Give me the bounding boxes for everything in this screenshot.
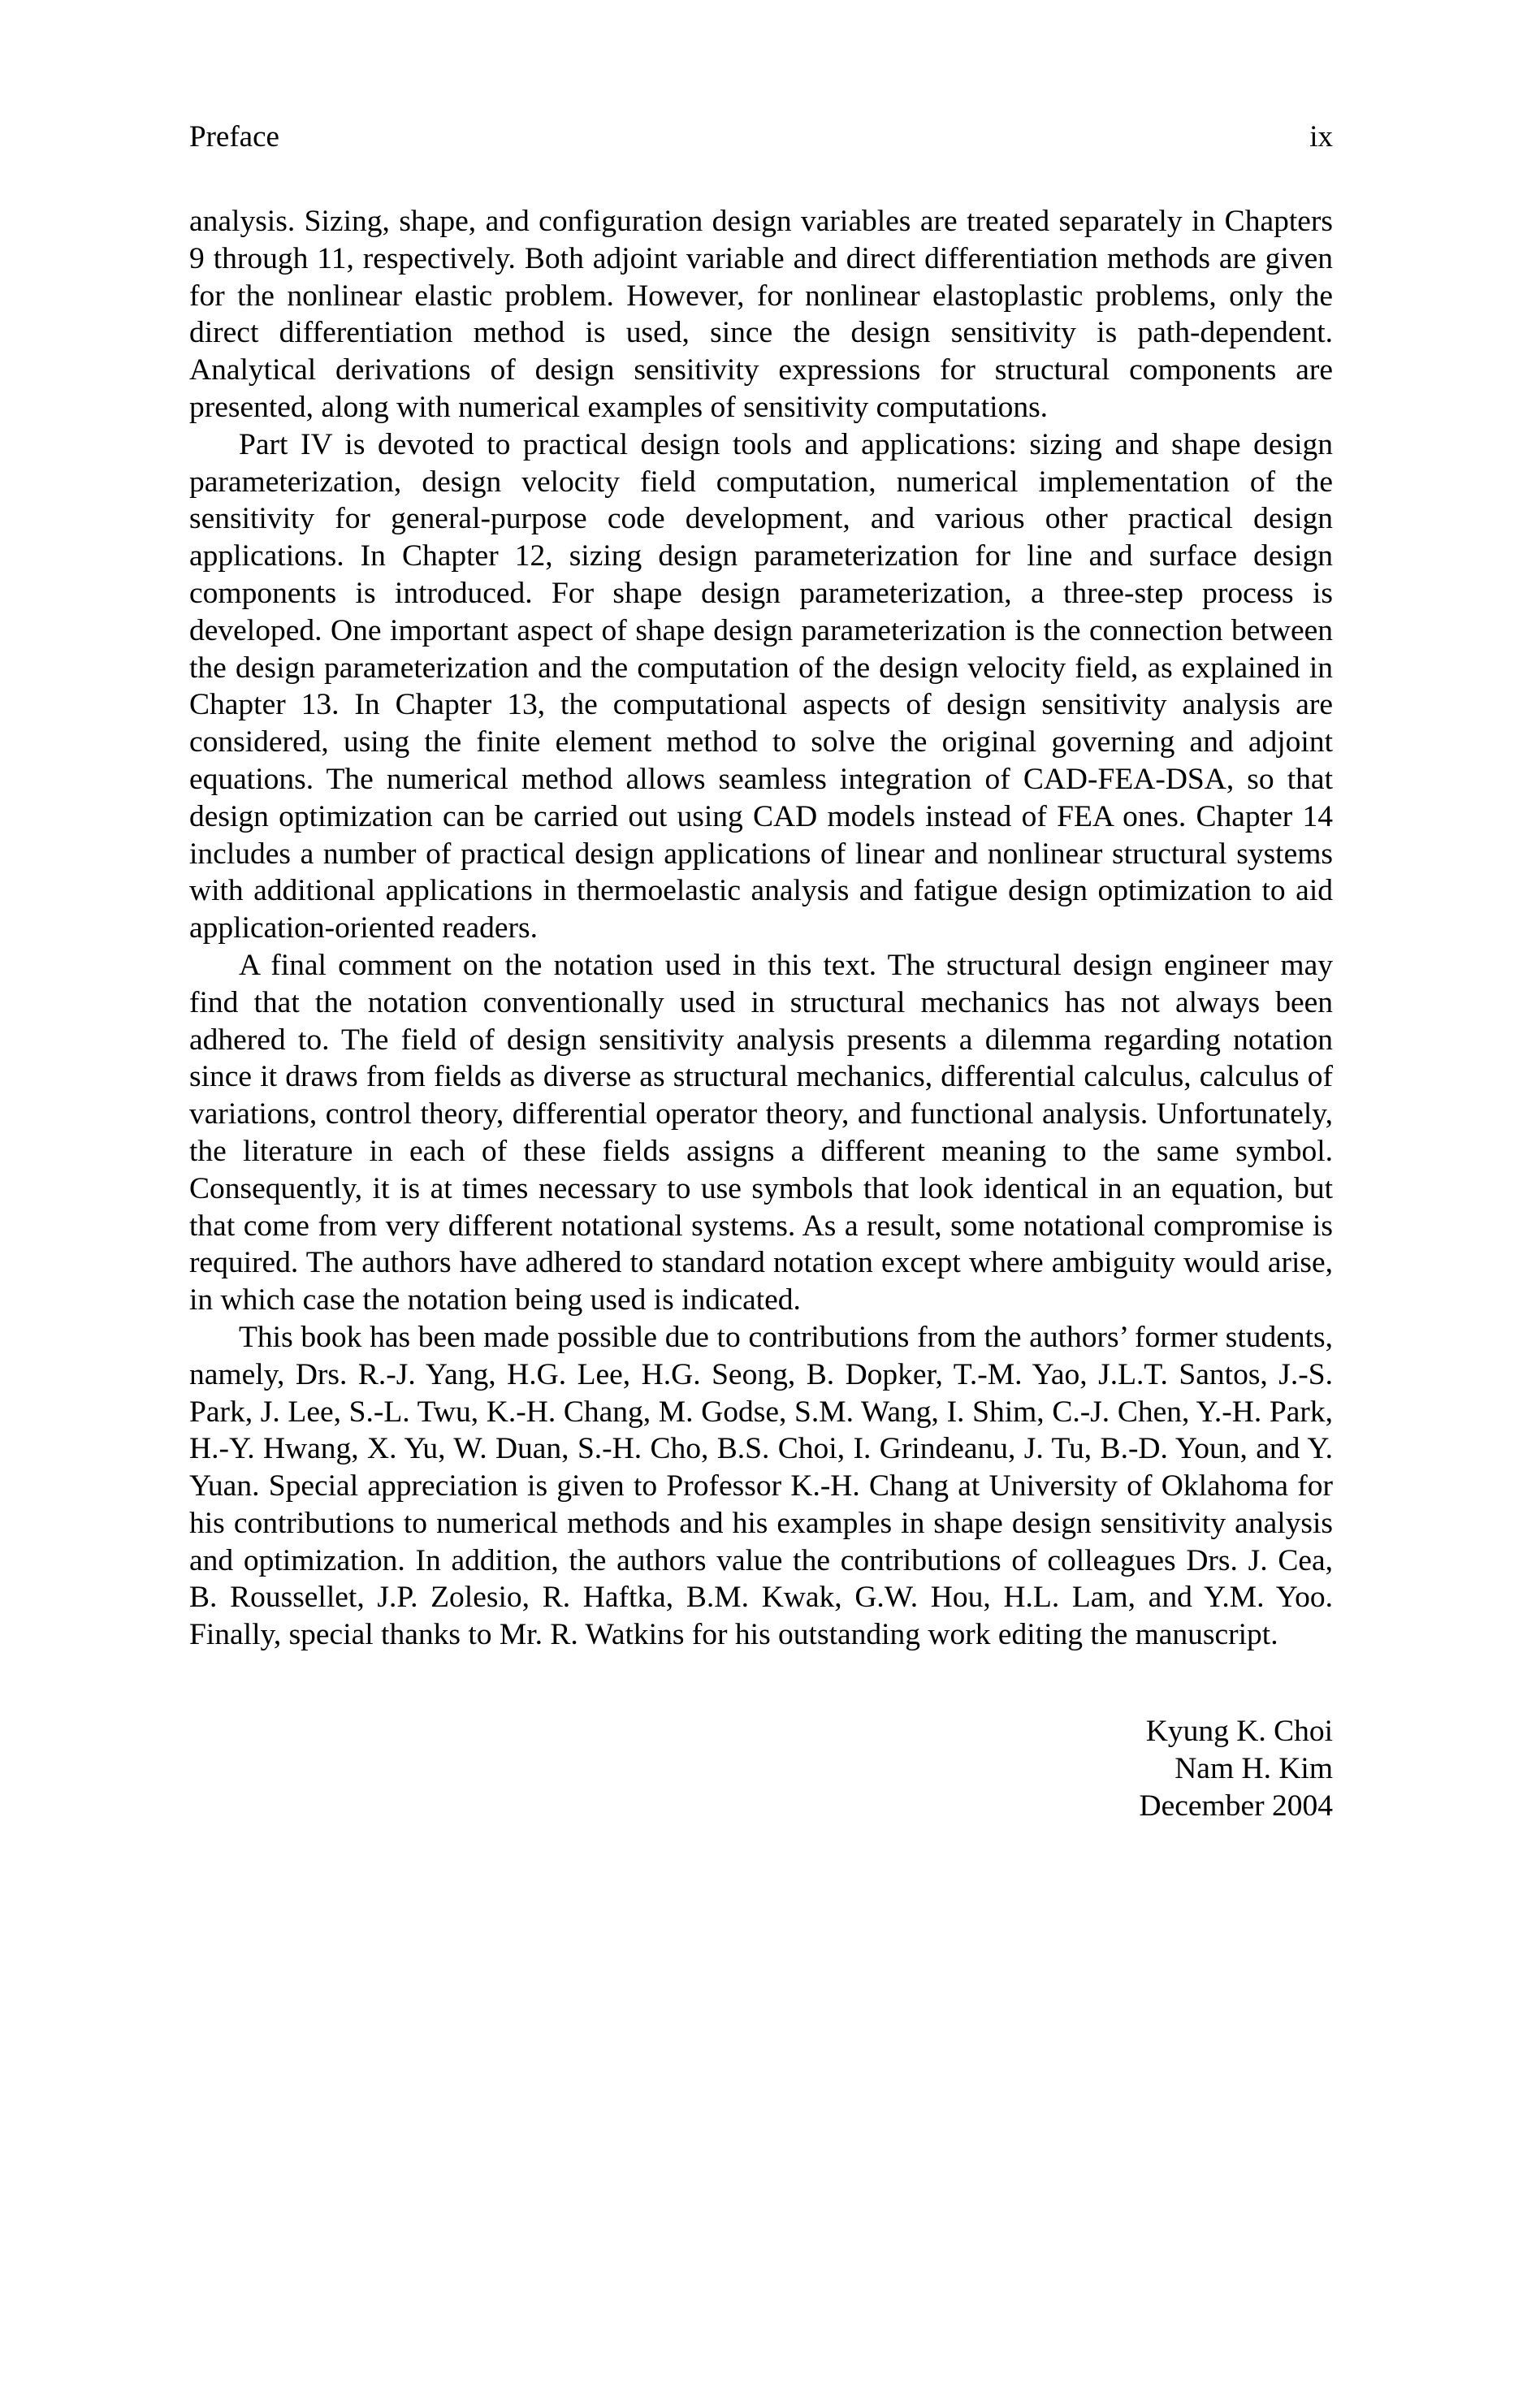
signature-date: December 2004: [1139, 1789, 1333, 1823]
signature-block: [189, 1713, 1333, 1824]
author-name: Nam H. Kim: [1174, 1751, 1333, 1785]
book-page: [189, 122, 1333, 1824]
page-number: ix: [1309, 120, 1333, 154]
running-head: [189, 122, 1333, 203]
paragraph-acknowledgments: This book has been made possible due to contributions from the authors’ former students, namely, Drs. R.-J. Yang, H.G. Lee, H.G. Seong, B. Dopker, T.-M. Yao, J.L.T. Santos, J.-S. Park, J. Lee, S.-L. Twu, K.-H. Chang, M. Godse, S.M. Wang, I. Shim, C.-J. Chen, Y.-H. Park, H.-Y. Hwang, X. Yu, W. Duan, S.-H. Cho, B.S. Choi, I. Grindeanu, J. Tu, B.-D. Youn, and Y. Yuan. Special appreciation is given to Professor K.-H. Chang at University of Oklahoma for his contributions to numerical methods and his examples in shape design sensitivity analysis and optimization. In addition, the authors value the contributions of colleagues Drs. J. Cea, B. Roussellet, J.P. Zolesio, R. Haftka, B.M. Kwak, G.W. Hou, H.L. Lam, and Y.M. Yoo. Finally, special thanks to Mr. R. Watkins for his outstanding work editing the manuscript.: [189, 1320, 1333, 1652]
author-name: Kyung K. Choi: [1145, 1715, 1333, 1749]
paragraph-continued: analysis. Sizing, shape, and configuration design variables are treated separately in Chapters 9 through 11, respectively. Both adjoint variable and direct differentiation methods are given for the nonlinear elastic problem. However, for nonlinear elastoplastic problems, only the direct differentiation method is used, since the design sensitivity is path-dependent. Analytical derivations of design sensitivity expressions for structural components are presented, along with numerical examples of sensitivity computations.: [189, 205, 1333, 424]
body-text: [189, 203, 1333, 1654]
chapter-title: Preface: [189, 120, 279, 154]
paragraph-part-iv: Part IV is devoted to practical design tools and applications: sizing and shape design parameterization, design velocity field computation, numerical implementation of the sensitivity for general-purpose code development, and various other practical design applications. In Chapter 12, sizing design parameterization for line and surface design components is introduced. For shape design parameterization, a three-step process is developed. One important aspect of shape design parameterization is the connection between the design parameterization and the computation of the design velocity field, as explained in Chapter 13. In Chapter 13, the computational aspects of design sensitivity analysis are considered, using the finite element method to solve the original governing and adjoint equations. The numerical method allows seamless integration of CAD-FEA-DSA, so that design optimization can be carried out using CAD models instead of FEA ones. Chapter 14 includes a number of practical design applications of linear and nonlinear structural systems with additional applications in thermoelastic analysis and fatigue design optimization to aid application-oriented readers.: [189, 427, 1333, 945]
paragraph-notation: A final comment on the notation used in this text. The structural design engineer may find that the notation conventionally used in structural mechanics has not always been adhered to. The field of design sensitivity analysis presents a dilemma regarding notation since it draws from fields as diverse as structural mechanics, differential calculus, calculus of variations, control theory, differential operator theory, and functional analysis. Unfortunately, the literature in each of these fields assigns a different meaning to the same symbol. Consequently, it is at times necessary to use symbols that look identical in an equation, but that come from very different notational systems. As a result, some notational compromise is required. The authors have adhered to standard notation except where ambiguity would arise, in which case the notation being used is indicated.: [189, 948, 1333, 1317]
